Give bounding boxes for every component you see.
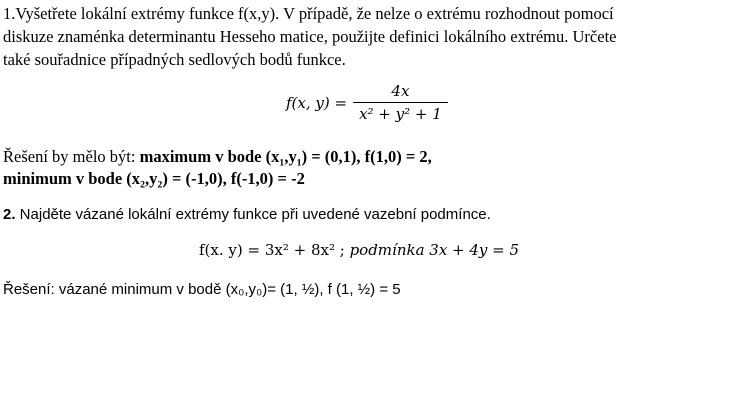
formula-1-denominator: x² + y² + 1 [353,102,448,123]
solution-1-minimum: minimum v bode (x₂,y₂) = (-1,0), f(-1,0) = -2 [3,169,305,188]
problem-1-line-1: 1.Vyšetřete lokální extrémy funkce f(x,y). V případě, že nelze o extrému rozhodnout pomocí [3,4,614,23]
formula-1-lhs: f(x, y) = [286,93,348,112]
formula-2 [199,241,519,259]
formula-1 [286,82,448,123]
formula-1-fraction [353,82,448,123]
problem-1-line-3: také souřadnice případných sedlových bodů funkce. [3,50,346,69]
solution-2: Řešení: vázané minimum v bodě (x₀,y₀)= (1, ½), f (1, ½) = 5 [3,281,401,298]
problem-2-number: 2. [3,206,16,223]
formula-1-numerator: 4x [391,82,410,100]
solution-1 [3,146,432,190]
formula-2-condition: podmínka 3x + 4y = 5 [349,241,520,259]
formula-2-separator: ; [334,241,350,259]
formula-2-function: f(x. y) = 3x² + 8x² [199,241,335,259]
problem-1-line-2: diskuze znaménka determinantu Hesseho matice, použijte definici lokálního extrému. Určete [3,27,617,46]
problem-2-statement: Najděte vázané lokální extrémy funkce při uvedené vazební podmínce. [15,206,491,223]
problem-2-text [3,205,491,225]
solution-1-maximum: maximum v bode (x₁,y₁) = (0,1), f(1,0) = 2, [139,147,432,166]
solution-1-prefix: Řešení by mělo být: [3,147,140,166]
problem-1-text [3,2,616,71]
